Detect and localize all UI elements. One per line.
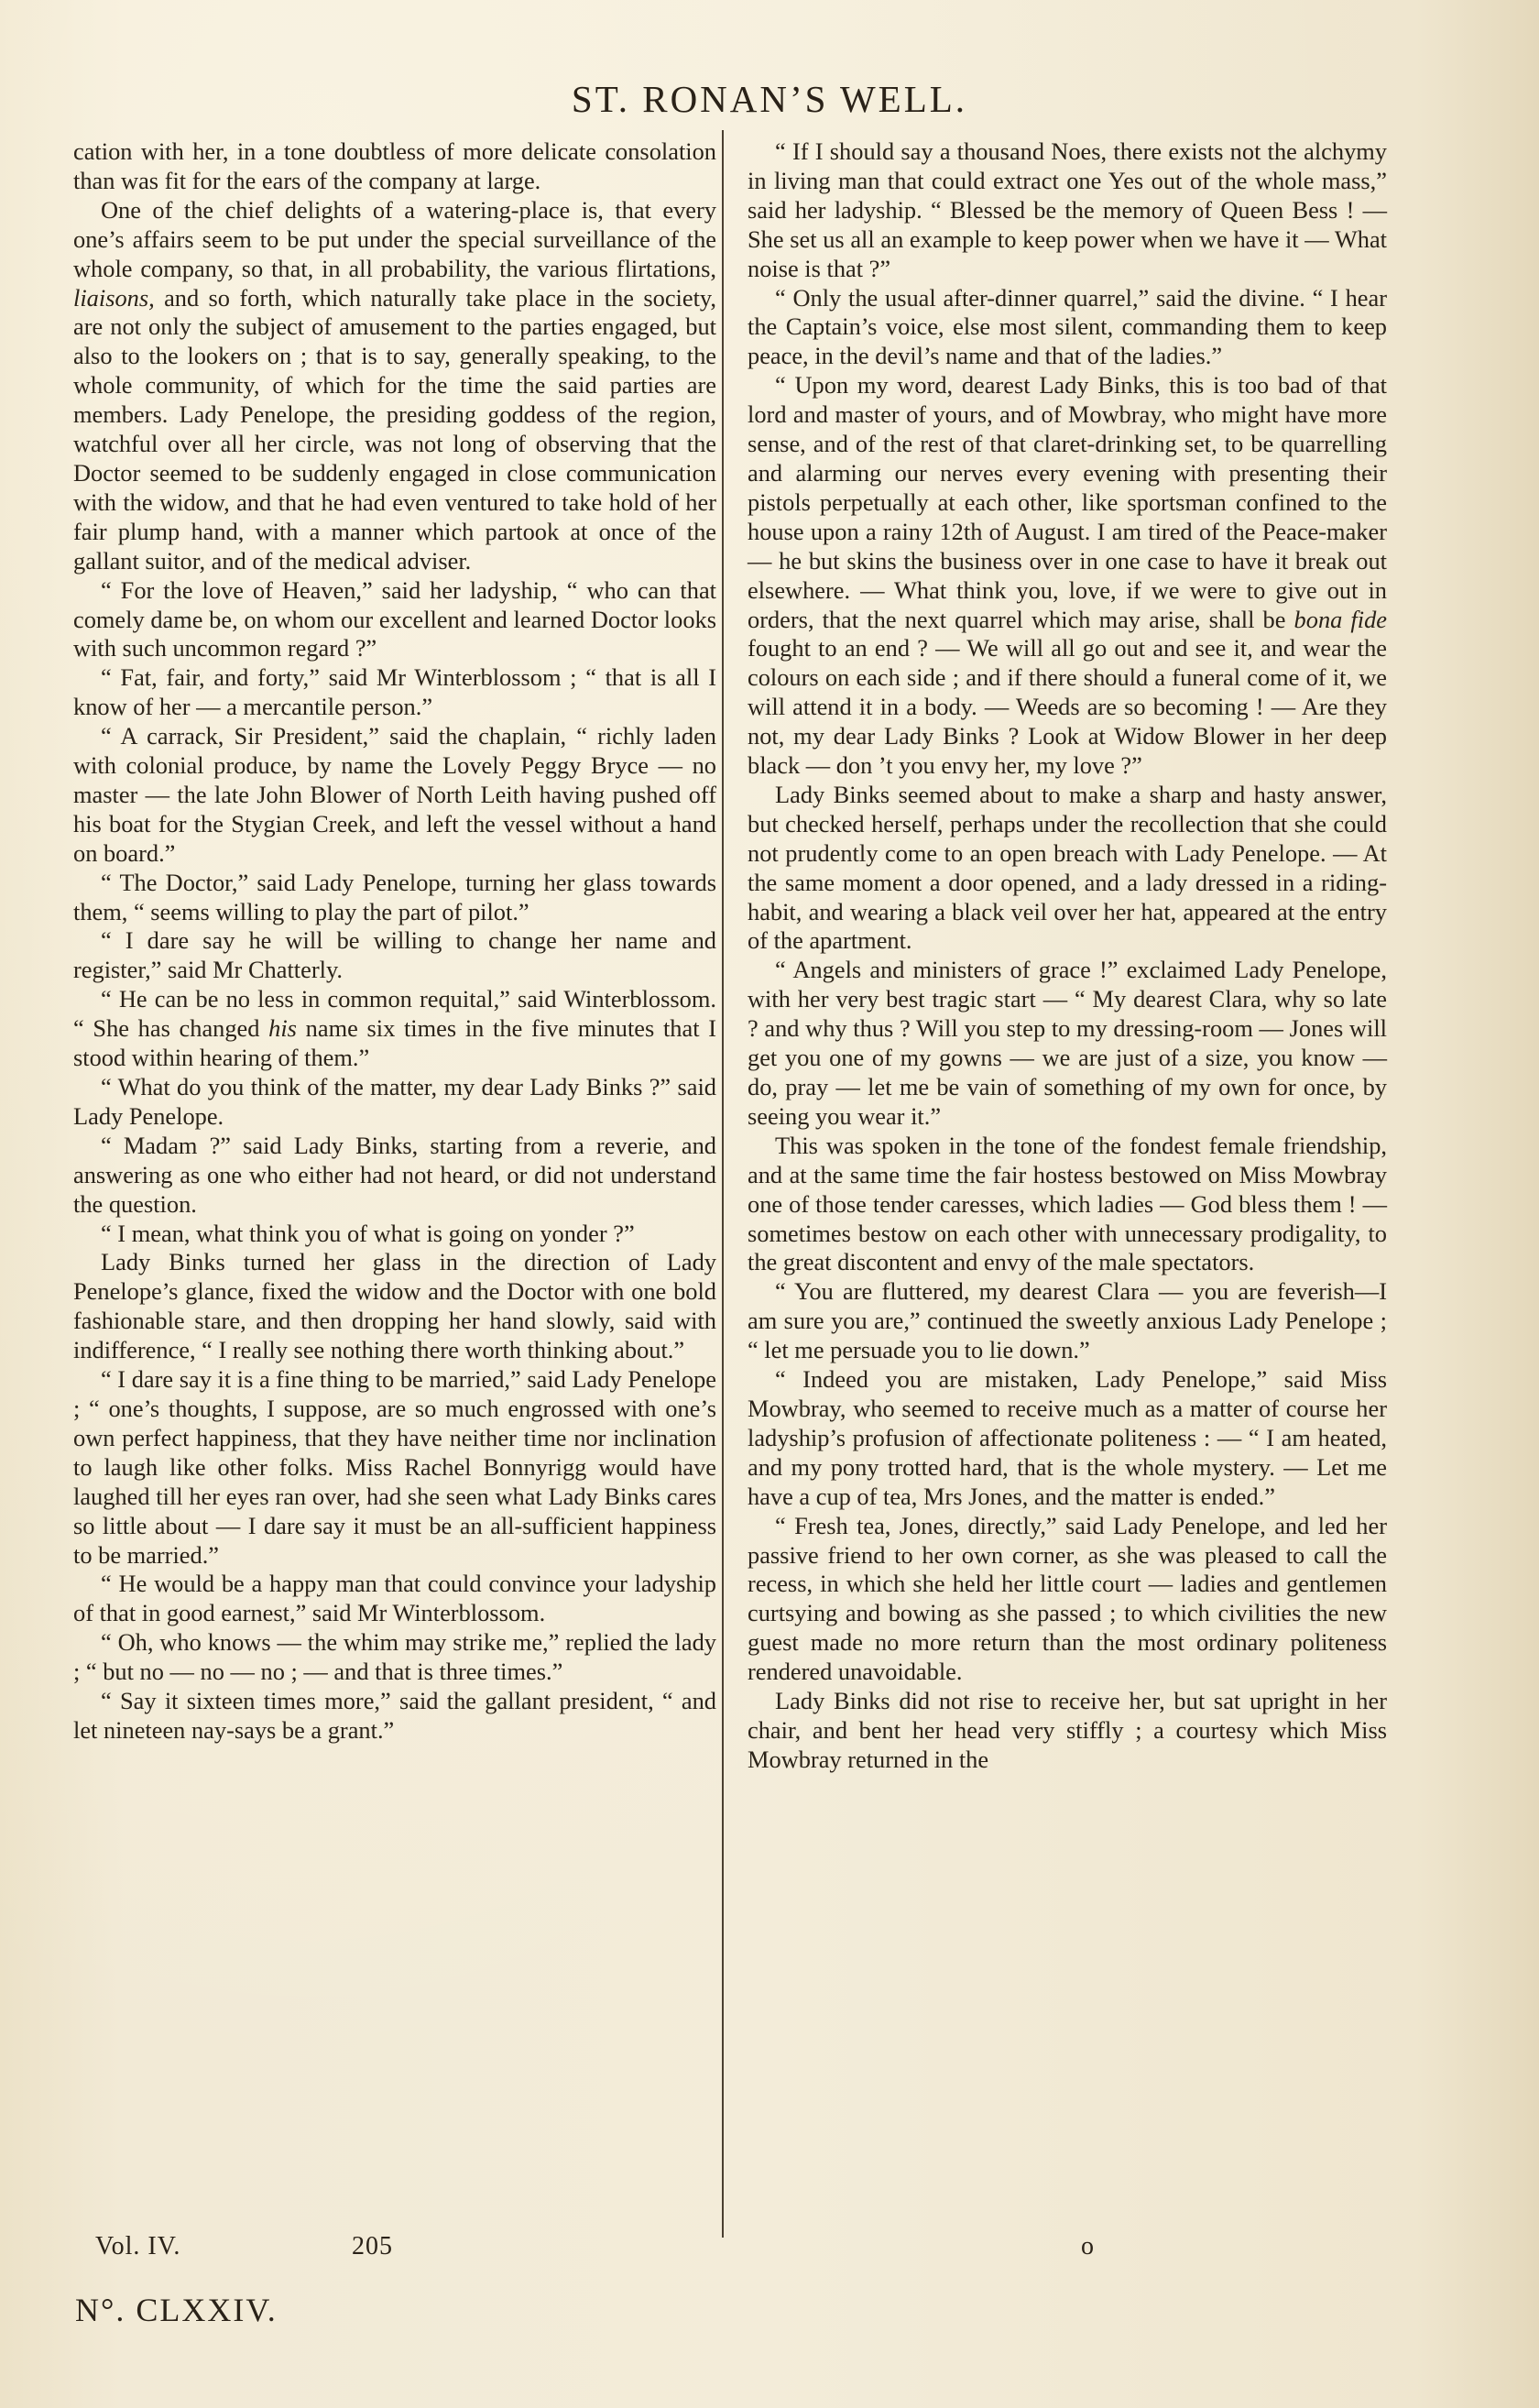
paragraph: cation with her, in a tone doubtless of more delicate consolation than was fit for the ears of the company at large. [73,137,716,194]
paragraph: This was spoken in the tone of the fondest female friendship, and at the same time the fair hostess bestowed on Miss Mowbray one of those tender caresses, which ladies — God bless them ! — sometimes bestow on each other with unnecessary prodigality, to the great discontent and envy of the male spectators. [748,1131,1387,1276]
paragraph: “ Say it sixteen times more,” said the gallant president, “ and let nineteen nay-says be a grant.” [73,1687,716,1744]
paragraph: “ If I should say a thousand Noes, there exists not the alchymy in living man that could extract one Yes out of the whole mass,” said her ladyship. “ Blessed be the memory of Queen Bess ! — She set us all an example to keep power when we have it — What noise is that ?” [748,137,1387,282]
paragraph: “ Indeed you are mistaken, Lady Penelope,” said Miss Mowbray, who seemed to receive much as a matter of course her ladyship’s profusion of affectionate politeness : — “ I am heated, and my pony trotted hard, that is the whole mystery. — Let me have a cup of tea, Mrs Jones, and the matter is ended.” [748,1365,1387,1510]
right-column [748,137,1387,1775]
paragraph [748,371,1387,781]
paragraph: “ Fresh tea, Jones, directly,” said Lady Penelope, and led her passive friend to her own corner, as she was pleased to call the recess, in which she held her little court — ladies and gentlemen curtsying and bowing as she passed ; to which civilities the new guest made no more return than the most ordinary politeness rendered unavoidable. [748,1511,1387,1686]
paragraph: “ I dare say he will be willing to change her name and register,” said Mr Chatterly. [73,926,716,984]
paragraph: Lady Binks did not rise to receive her, but sat upright in her chair, and bent her head very stiffly ; a courtesy which Miss Mowbray returned in the [748,1687,1387,1773]
paragraph: “ He would be a happy man that could convince your ladyship of that in good earnest,” said Mr Winterblossom. [73,1570,716,1627]
paragraph: “ What do you think of the matter, my dear Lady Binks ?” said Lady Penelope. [73,1073,716,1130]
column-divider [722,130,724,2238]
text-run: “ He can be no less in common requital,” said Winterblossom. “ She has changed [73,985,716,1043]
paragraph: “ You are fluttered, my dearest Clara — you are feverish—I am sure you are,” continued the sweetly anxious Lady Penelope ; “ let me persuade you to lie down.” [748,1277,1387,1364]
paragraph [73,196,716,576]
volume-label: Vol. IV. [95,2232,181,2260]
paragraph: “ Angels and ministers of grace !” exclaimed Lady Penelope, with her very best tragic start — “ My dearest Clara, why so late ? and why thus ? Will you step to my dressing-room — Jones will get you one of my gowns — we are just of a size, you know — do, pray — let me be vain of something of my own for once, by seeing you wear it.” [748,956,1387,1130]
text-run: “ Upon my word, dearest Lady Binks, this is too bad of that lord and master of yours, and of Mowbray, who might have more sense, and of the rest of that claret-drinking set, to be quarrelling and alarming our nerves every evening with presenting their pistols perpetually at each other, like sportsman confined to the house upon a rainy 12th of August. I am tired of the Peace-maker — he but skins the business over in one case to have it break out elsewhere. — What think you, love, if we were to give out in orders, that the next quarrel which may arise, shall be [748,371,1387,633]
text-run: and so forth, which naturally take place in the society, are not only the subject of amusement to the parties engaged, but also to the lookers on ; that is to say, generally speaking, to the whole community, of which for the time the said parties are members. Lady Penelope, the presiding goddess of the region, watchful over all her circle, was not long of observing that the Doctor seemed to be suddenly engaged in close communication with the widow, and that he had even ventured to take hold of her fair plump hand, with a manner which partook at once of the gallant suitor, and of the medical adviser. [73,283,716,575]
italic-text: his [268,1014,297,1043]
left-column [73,137,716,1746]
signature-mark: o [1081,2232,1094,2260]
paragraph: “ Only the usual after-dinner quarrel,” said the divine. “ I hear the Captain’s voice, else most silent, commanding them to keep peace, in the devil’s name and that of the ladies.” [748,283,1387,370]
paragraph: “ I mean, what think you of what is going on yonder ?” [101,1219,635,1247]
text-run: One of the chief delights of a watering-place is, that every one’s affairs seem to be put under the special surveillance of the whole company, so that, in all probability, the various flirtations, [73,195,716,282]
paragraph: Lady Binks turned her glass in the direction of Lady Penelope’s glance, fixed the widow and the Doctor with one bold fashionable stare, and then dropping her hand slowly, said with indifference, “ I really see nothing there worth thinking about.” [73,1248,716,1364]
paragraph: “ The Doctor,” said Lady Penelope, turning her glass towards them, “ seems willing to play the part of pilot.” [73,868,716,925]
paragraph: “ Fat, fair, and forty,” said Mr Winterblossom ; “ that is all I know of her — a mercantile person.” [73,663,716,721]
text-run: name six times in the five minutes that I stood within hearing of them.” [73,1014,716,1072]
paragraph: “ A carrack, Sir President,” said the chaplain, “ richly laden with colonial produce, by name the Lovely Peggy Bryce — no master — the late John Blower of North Leith having pushed off his boat for the Stygian Creek, and left the vessel without a hand on board.” [73,722,716,867]
italic-text: bona fide [1293,605,1387,633]
paragraph: “ I dare say it is a fine thing to be married,” said Lady Penelope ; “ one’s thoughts, I suppose, are so much engrossed with one’s own perfect happiness, that they have neither time nor inclination to laugh like other folks. Miss Rachel Bonnyrigg would have laughed till her eyes ran over, had she seen what Lady Binks cares so little about — I dare say it must be an all-sufficient happiness to be married.” [73,1365,716,1569]
page-number: 205 [352,2232,393,2260]
issue-number: N°. CLXXIV. [75,2292,278,2328]
paragraph: Lady Binks seemed about to make a sharp and hasty answer, but checked herself, perhaps under the recollection that she could not prudently come to an open breach with Lady Penelope. — At the same moment a door opened, and a lady dressed in a riding-habit, and wearing a black veil over her hat, appeared at the entry of the apartment. [748,780,1387,955]
running-head-title: ST. RONAN’S WELL. [571,78,968,120]
text-run: fought to an end ? — We will all go out and see it, and wear the colours on each side ; and if there should a funeral come of it, we will attend it in a body. — Weeds are so becoming ! — Are they not, my dear Lady Binks ? Look at Widow Blower in her deep black — don ’t you envy her, my love ?” [748,634,1387,780]
paragraph [73,985,716,1073]
paragraph: “ For the love of Heaven,” said her ladyship, “ who can that comely dame be, on whom our excellent and learned Doctor looks with such uncommon regard ?” [73,575,716,662]
paragraph: “ Madam ?” said Lady Binks, starting from a reverie, and answering as one who either had not heard, or did not understand the question. [73,1131,716,1218]
italic-text: liaisons, [73,283,155,312]
paragraph: “ Oh, who knows — the whim may strike me,” replied the lady ; “ but no — no — no ; — and that is three times.” [73,1628,716,1686]
